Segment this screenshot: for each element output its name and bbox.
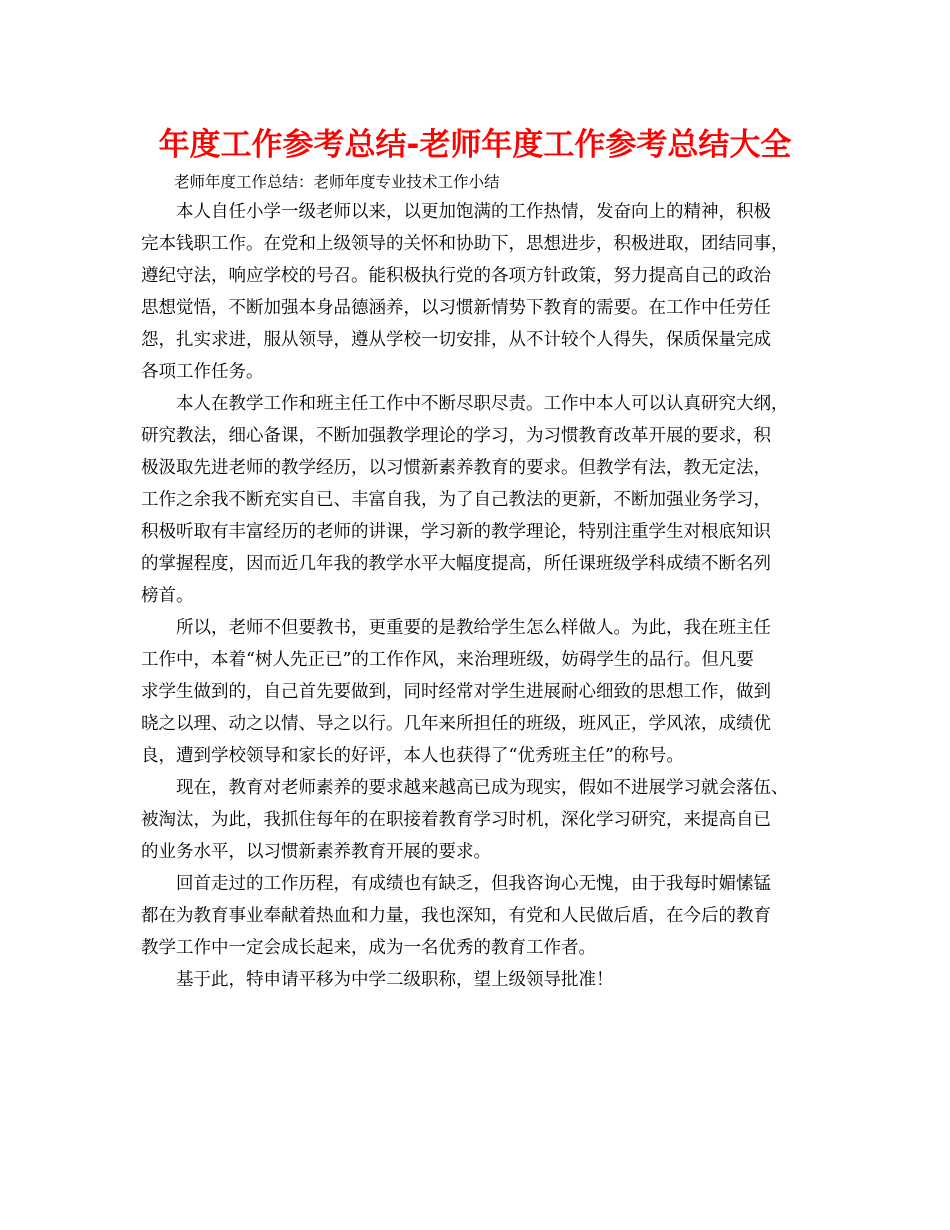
text-line: 求学生做到的，自己首先要做到，同时经常对学生进展耐心细致的思想工作，做到 bbox=[141, 682, 771, 702]
text-line: 所以，老师不但要教书，更重要的是教给学生怎么样做人。为此，我在班主任 bbox=[176, 618, 771, 638]
text-line: 本人自任小学一级老师以来，以更加饱满的工作热情，发奋向上的精神，积极 bbox=[176, 202, 771, 222]
text-line: 完本钱职工作。在党和上级领导的关怀和协助下，思想进步，积极进取，团结同事， bbox=[141, 234, 789, 254]
document-title: 年度工作参考总结-老师年度工作参考总结大全 bbox=[158, 127, 792, 163]
text-line: 良，遭到学校领导和家长的好评，本人也获得了“优秀班主任”的称号。 bbox=[141, 746, 684, 766]
text-line: 教学工作中一定会成长起来，成为一名优秀的教育工作者。 bbox=[141, 938, 596, 958]
text-line: 工作之余我不断充实自已、丰富自我，为了自己教法的更新，不断加强业务学习， bbox=[141, 490, 771, 510]
text-line: 思想觉悟，不断加强本身品德涵养，以习惯新情势下教育的需要。在工作中任劳任 bbox=[141, 298, 771, 318]
paragraph-6 bbox=[141, 964, 816, 996]
paragraph-3 bbox=[141, 612, 816, 772]
text-line: 回首走过的工作历程，有成绩也有缺乏，但我咨询心无愧，由于我每时媚愫锰 bbox=[176, 874, 771, 894]
text-line: 基于此，特申请平移为中学二级职称，望上级领导批准！ bbox=[176, 970, 614, 990]
text-line: 的业务水平，以习惯新素养教育开展的要求。 bbox=[141, 842, 491, 862]
text-line: 都在为教育事业奉献着热血和力量，我也深知，有党和人民做后盾，在今后的教育 bbox=[141, 906, 771, 926]
paragraph-1 bbox=[141, 196, 816, 388]
document-subtitle: 老师年度工作总结：老师年度专业技术工作小结 bbox=[174, 173, 500, 191]
text-line: 积极听取有丰富经历的老师的讲课，学习新的教学理论，特别注重学生对根底知识 bbox=[141, 522, 771, 542]
text-line: 被淘汰，为此，我抓住每年的在职接着教育学习时机，深化学习研究，来提高自已 bbox=[141, 810, 771, 830]
document-body bbox=[141, 196, 816, 996]
paragraph-5 bbox=[141, 868, 816, 964]
text-line: 各项工作任务。 bbox=[141, 362, 264, 382]
text-line: 极汲取先进老师的教学经历，以习惯新素养教育的要求。但教学有法，教无定法， bbox=[141, 458, 771, 478]
text-line: 晓之以理、动之以情、导之以行。几年来所担任的班级，班风正，学风浓，成绩优 bbox=[141, 714, 771, 734]
paragraph-4 bbox=[141, 772, 816, 868]
text-line: 遵纪守法，响应学校的号召。能积极执行党的各项方针政策，努力提高自己的政治 bbox=[141, 266, 771, 286]
paragraph-2 bbox=[141, 388, 816, 612]
text-line: 现在，教育对老师素养的要求越来越高已成为现实，假如不进展学习就会落伍、 bbox=[176, 778, 789, 798]
text-line: 怨，扎实求进，服从领导，遵从学校一切安排，从不计较个人得失，保质保量完成 bbox=[141, 330, 771, 350]
text-line: 的掌握程度，因而近几年我的教学水平大幅度提高，所任课班级学科成绩不断名列 bbox=[141, 554, 771, 574]
text-line: 本人在教学工作和班主任工作中不断尽职尽责。工作中本人可以认真研究大纲， bbox=[176, 394, 789, 414]
text-line: 工作中，本着“树人先正已”的工作作风，来治理班级，妨碍学生的品行。但凡要 bbox=[141, 650, 754, 670]
text-line: 榜首。 bbox=[141, 586, 194, 606]
text-line: 研究教法，细心备课，不断加强教学理论的学习，为习惯教育改革开展的要求，积 bbox=[141, 426, 771, 446]
